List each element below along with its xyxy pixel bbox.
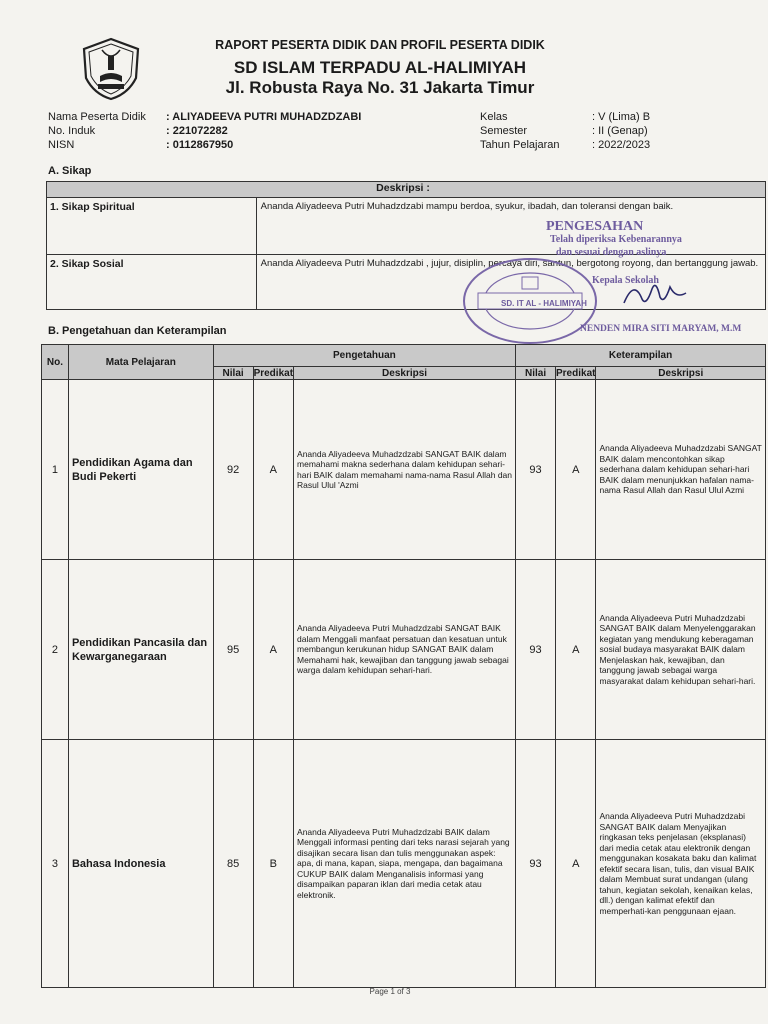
p-predikat: A xyxy=(253,560,293,740)
student-info xyxy=(48,110,768,155)
row-no: 3 xyxy=(42,740,69,988)
k-nilai: 93 xyxy=(516,740,556,988)
col-p-deskripsi: Deskripsi xyxy=(294,367,516,380)
stamp-line-2: dan sesuai dengan aslinya xyxy=(556,247,667,258)
induk-label: No. Induk xyxy=(48,125,96,137)
principal-name: NENDEN MIRA SITI MARYAM, M.M xyxy=(580,324,742,334)
sikap-spiritual-desc: Ananda Aliyadeeva Putri Muhadzdzabi mampu berdoa, syukur, ibadah, dan toleransi dengan baik. xyxy=(256,198,765,255)
k-deskripsi: Ananda Aliyadeeva Putri Muhadzdzabi SANGAT BAIK dalam Menyelenggarakan kegiatan yang mendukung keberagaman sosial budaya masyarakat BAIK dalam Menjelaskan hak, kewajiban, dan tanggung jawab sebagai warga masyarakat dalam kehidupan sehari-hari. xyxy=(596,560,766,740)
section-sikap-title: A. Sikap xyxy=(48,165,92,177)
semester-label: Semester xyxy=(480,125,528,137)
col-p-nilai: Nilai xyxy=(213,367,253,380)
col-no: No. xyxy=(42,345,69,380)
k-deskripsi: Ananda Aliyadeeva Putri Muhadzdzabi SANGAT BAIK dalam Menyajikan ringkasan teks penjelasan (eksplanasi) dari media cetak atau elektronik dengan menggunakan kosakata baku dan kalimat efektif secara lisan, tulis, dan visual BAIK dalam Membuat surat undangan (ulang tahun, kegiatan sekolah, kenaikan kelas, dll.) dengan kalimat efektif dan memperhati-kan penggunaan ejaan. xyxy=(596,740,766,988)
p-nilai: 95 xyxy=(213,560,253,740)
p-deskripsi: Ananda Aliyadeeva Putri Muhadzdzabi BAIK dalam Menggali informasi penting dari teks narasi sejarah yang disajikan secara lisan dan tulis menggunakan aspek: apa, di mana, kapan, siapa, mengapa, dan bagaimana CUKUP BAIK dalam Menganalisis informasi yang disampaikan paparan iklan dari media cetak atau elektronik. xyxy=(294,740,516,988)
section-pk-title: B. Pengetahuan dan Keterampilan xyxy=(48,325,227,337)
row-subject: Pendidikan Agama dan Budi Pekerti xyxy=(68,380,213,560)
k-nilai: 93 xyxy=(516,380,556,560)
k-predikat: A xyxy=(556,560,596,740)
p-predikat: B xyxy=(253,740,293,988)
sikap-sosial-desc: Ananda Aliyadeeva Putri Muhadzdzabi , jujur, disiplin, percaya diri, santun, bergotong royong, dan bertanggung jawab. xyxy=(256,255,765,310)
stamp-line-1: Telah diperiksa Kebenarannya xyxy=(550,234,682,245)
nisn-label: NISN xyxy=(48,139,75,151)
name-value: : ALIYADEEVA PUTRI MUHADZDZABI xyxy=(166,111,362,123)
tahun-label: Tahun Pelajaran xyxy=(480,139,560,151)
table-row xyxy=(42,380,766,560)
signature-icon xyxy=(620,275,690,311)
row-no: 2 xyxy=(42,560,69,740)
induk-value: : 221072282 xyxy=(166,125,228,137)
sikap-sosial-label: 2. Sikap Sosial xyxy=(47,255,257,310)
kelas-label: Kelas xyxy=(480,111,508,123)
row-subject: Pendidikan Pancasila dan Kewarganegaraan xyxy=(68,560,213,740)
name-label: Nama Peserta Didik xyxy=(48,111,146,123)
col-pengetahuan: Pengetahuan xyxy=(213,345,515,367)
p-deskripsi: Ananda Aliyadeeva Putri Muhadzdzabi SANGAT BAIK dalam Menggali manfaat persatuan dan kesatuan untuk membangun kerukunan hidup SANGAT BAIK dalam Memahami hak, kewajiban dan tanggung jawab sebagai warga dalam kehidupan sehari-hari. xyxy=(294,560,516,740)
school-name: SD ISLAM TERPADU AL-HALIMIYAH xyxy=(233,58,527,77)
k-predikat: A xyxy=(556,740,596,988)
school-address: Jl. Robusta Raya No. 31 Jakarta Timur xyxy=(225,78,535,97)
p-nilai: 92 xyxy=(213,380,253,560)
p-nilai: 85 xyxy=(213,740,253,988)
table-row xyxy=(42,740,766,988)
table-row xyxy=(42,560,766,740)
sikap-spiritual-label: 1. Sikap Spiritual xyxy=(47,198,257,255)
k-deskripsi: Ananda Aliyadeeva Muhadzdzabi SANGAT BAIK dalam mencontohkan sikap sederhana dalam kehidupan sehari-hari BAIK dalam menunjukkan hafalan nama-nama Rasul Allah dan Rasul Ulul Azmi xyxy=(596,380,766,560)
row-no: 1 xyxy=(42,380,69,560)
row-subject: Bahasa Indonesia xyxy=(68,740,213,988)
nisn-value: : 0112867950 xyxy=(166,139,234,151)
seal-text: SD. IT AL - HALIMIYAH xyxy=(501,299,587,308)
stamp-line-3: Kepala Sekolah xyxy=(592,275,659,286)
col-k-nilai: Nilai xyxy=(516,367,556,380)
sikap-header: Deskripsi : xyxy=(256,182,765,198)
col-p-predikat: Predikat xyxy=(253,367,294,379)
col-keterampilan: Keterampilan xyxy=(516,345,766,367)
tahun-value: : 2022/2023 xyxy=(592,139,651,151)
col-k-deskripsi: Deskripsi xyxy=(596,367,766,380)
approval-stamp xyxy=(460,219,760,350)
col-k-predikat: Predikat xyxy=(556,367,596,379)
p-predikat: A xyxy=(253,380,293,560)
k-nilai: 93 xyxy=(516,560,556,740)
report-title: RAPORT PESERTA DIDIK DAN PROFIL PESERTA DIDIK xyxy=(215,38,545,52)
semester-value: : II (Genap) xyxy=(592,125,648,137)
stamp-title: PENGESAHAN xyxy=(546,219,644,234)
kelas-value: : V (Lima) B xyxy=(592,111,651,123)
page-number: Page 1 of 3 xyxy=(369,987,411,996)
grades-table xyxy=(41,344,766,988)
col-subject: Mata Pelajaran xyxy=(68,345,213,380)
school-logo-icon xyxy=(78,36,144,102)
k-predikat: A xyxy=(556,380,596,560)
p-deskripsi: Ananda Aliyadeeva Muhadzdzabi SANGAT BAIK dalam memahami makna sederhana dalam kehidupan sehari-hari BAIK dalam memahami nama-nama Rasul Allah dan Rasul Ulul 'Azmi xyxy=(294,380,516,560)
